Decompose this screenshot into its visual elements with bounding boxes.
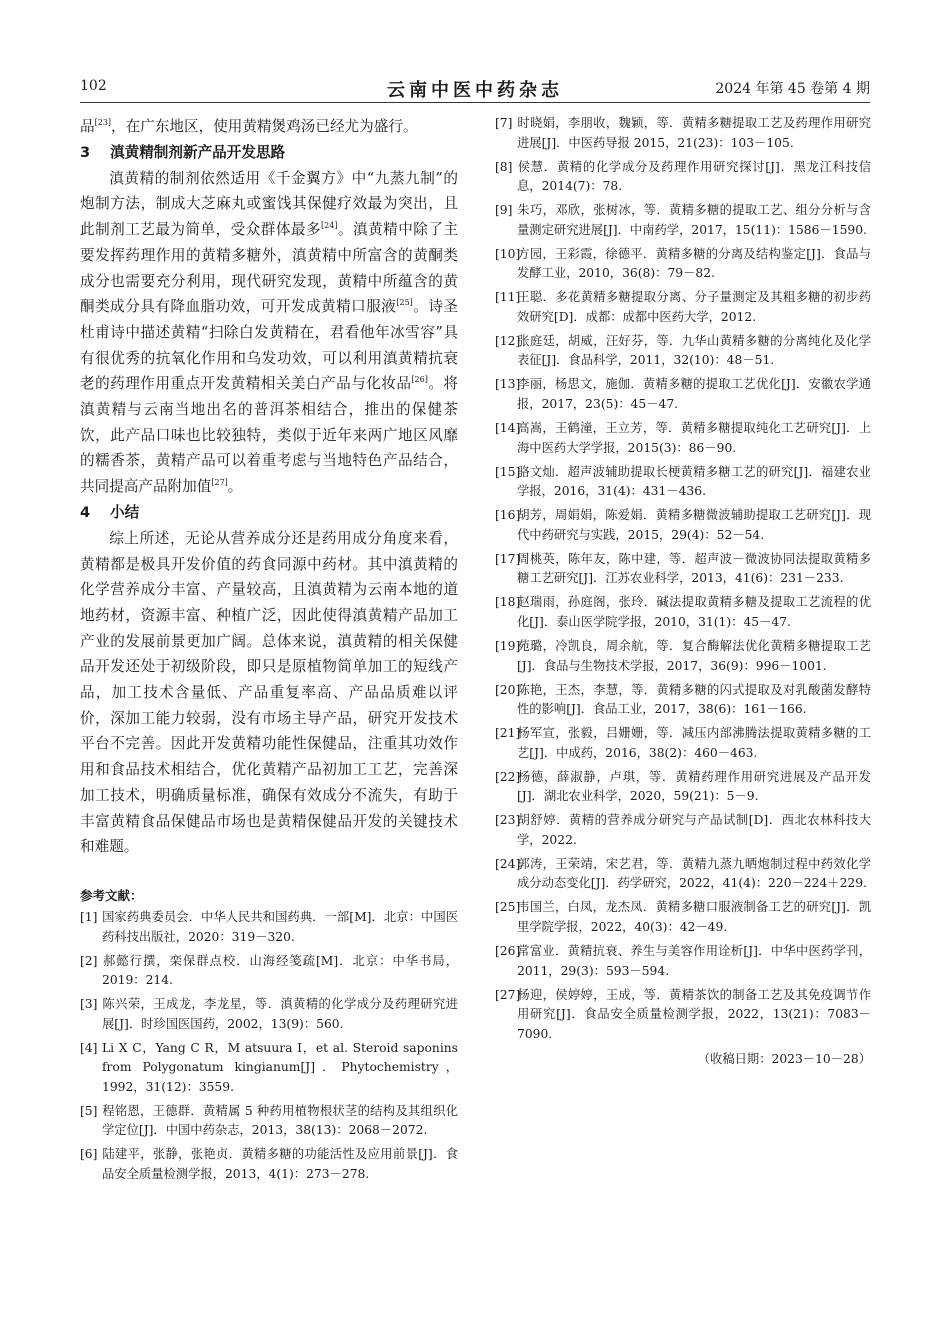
- reference-item: [495, 375, 871, 414]
- reference-number: [16]: [495, 508, 521, 523]
- section-4-paragraph: 综上所述，无论从营养成分还是药用成分角度来看，黄精都是极具开发价值的药食同源中药材。其中滇黄精的化学营养成分丰富、产量较高，且滇黄精为云南本地的道地药材，资源丰富、种植广泛，因此使得滇黄精产品加工产业的发展前景更加广阔。总体来说，滇黄精的相关保健品开发还处于初级阶段，即只是原植物简单加工的短线产品，加工技术含量低、产品重复率高、产品品质难以评价，深加工能力较弱，没有市场主导产品，研究开发技术平台不完善。因此开发黄精功能性保健品，注重其功效作用和食品技术相结合，优化黄精产品初加工工艺，完善深加工技术，明确质量标准，确保有效成分不流失，有助于丰富黄精食品保健品市场也是黄精保健品开发的关键技术和难题。: [80, 529, 458, 856]
- citation: [23]: [94, 118, 112, 128]
- page-number: 102: [80, 78, 107, 94]
- reference-item: [495, 898, 871, 937]
- reference-number: [11]: [495, 290, 521, 305]
- reference-item: [495, 201, 871, 240]
- reference-item: [495, 332, 871, 371]
- reference-item: [495, 158, 871, 197]
- citation: [25]: [396, 298, 413, 308]
- reference-number: [27]: [495, 987, 521, 1002]
- reference-item: [495, 942, 871, 981]
- reference-item: [495, 463, 871, 502]
- reference-text: 常富业．黄精抗衰、养生与美容作用诠析[J]．中华中医药学刊，2011，29(3)：593－594.: [517, 943, 871, 978]
- reference-number: [18]: [495, 595, 521, 610]
- reference-text: 陈艳，王杰，李慧，等．黄精多糖的闪式提取及对乳酸菌发酵特性的影响[J]．食品工业，2017，38(6)：161－166.: [517, 682, 871, 717]
- reference-number: [2]: [80, 953, 98, 968]
- reference-item: [495, 681, 871, 720]
- reference-number: [13]: [495, 377, 521, 392]
- reference-number: [4]: [80, 1040, 98, 1055]
- reference-text: 杨德，薛淑静，卢琪，等．黄精药理作用研究进展及产品开发[J]．湖北农业科学，2020，59(21)：5－9.: [517, 769, 871, 804]
- issue-info: 2024 年第 45 卷第 4 期: [715, 81, 870, 97]
- opening-paragraph: [80, 114, 458, 140]
- header-rule: [80, 102, 870, 103]
- reference-text: 朱巧，邓欣，张树冰，等．黄精多糖的提取工艺、组分分析与含量测定研究进展[J]．中南药学，2017，15(11)：1586－1590.: [517, 203, 871, 237]
- reference-text: 杨迎，侯婷婷，王成，等．黄精茶饮的制备工艺及其免疫调节作用研究[J]．食品安全质量检测学报，2022，13(21)：7083－7090.: [517, 987, 871, 1041]
- section-3-heading: [80, 140, 458, 166]
- reference-number: [1]: [80, 909, 98, 924]
- reference-item: [495, 114, 871, 153]
- reference-item: [495, 593, 871, 632]
- section-title: 滇黄精制剂新产品开发思路: [110, 143, 286, 161]
- citation: [26]: [411, 375, 428, 385]
- reference-number: [24]: [495, 856, 521, 871]
- references-list-left: [80, 908, 458, 1185]
- reference-text: 李丽，杨思文，施伽．黄精多糖的提取工艺优化[J]．安徽农学通报，2017，23(5)：45－47.: [517, 377, 871, 412]
- reference-item: [495, 811, 871, 850]
- reference-item: [495, 506, 871, 545]
- reference-text: 方园，王彩霞，徐德平．黄精多糖的分离及结构鉴定[J]．食品与发酵工业，2010，36(8)：79－82.: [517, 246, 871, 281]
- journal-title: 云南中医中药杂志: [387, 80, 563, 101]
- reference-item: [80, 1102, 458, 1141]
- left-column: [80, 114, 458, 1189]
- section-number: 3: [80, 143, 91, 161]
- reference-item: [495, 768, 871, 807]
- reference-text: 高嵩，王鹤潼，王立芳，等．黄精多糖提取纯化工艺研究[J]．上海中医药大学学报，2015(3)：86－90.: [517, 421, 871, 455]
- reference-item: [80, 952, 458, 991]
- reference-text: 郭涛，王荣靖，宋艺君，等．黄精九蒸九晒炮制过程中药效化学成分动态变化[J]．药学研究，2022，41(4)：220－224＋229.: [517, 856, 871, 891]
- reference-item: [495, 855, 871, 894]
- section-3-paragraph: [80, 166, 458, 500]
- reference-text: 苑璐，冷凯良，周余航，等．复合酶解法优化黄精多糖提取工艺[J]．食品与生物技术学报，2017，36(9)：996－1001.: [517, 638, 871, 673]
- section-number: 4: [80, 503, 91, 521]
- page-header: [80, 76, 870, 100]
- reference-item: [495, 724, 871, 763]
- references-title: 参考文献：: [80, 887, 143, 903]
- reference-item: [495, 550, 871, 589]
- reference-item: [495, 419, 871, 458]
- reference-text: 韦国兰，白凤，龙杰凤．黄精多糖口服液制备工艺的研究[J]．凯里学院学报，2022，40(3)：42－49.: [517, 900, 871, 934]
- reference-number: [20]: [495, 682, 521, 697]
- paragraph-text: 。诗圣杜甫诗中描述黄精“扫除白发黄精在，君看他年冰雪容”具有很优秀的抗氧化作用和乌发功效，可以利用滇黄精抗衰老的药理作用重点开发黄精相关美白产品与化妆品: [80, 298, 458, 393]
- reference-text: 周桃英，陈年友，陈中建，等．超声波－微波协同法提取黄精多糖工艺研究[J]．江苏农业科学，2013，41(6)：231－233.: [517, 551, 871, 586]
- reference-number: [3]: [80, 997, 98, 1012]
- opening-text: 品: [80, 118, 95, 135]
- reference-number: [14]: [495, 421, 521, 436]
- reference-number: [6]: [80, 1147, 98, 1162]
- reference-item: [495, 637, 871, 676]
- received-date: （收稿日期：2023－10－28）: [697, 1051, 871, 1066]
- reference-number: [19]: [495, 638, 521, 653]
- reference-text: 陈兴荣，王成龙，李龙星，等．滇黄精的化学成分及药理研究进展[J]．时珍国医国药，2002，13(9)：560.: [102, 997, 458, 1031]
- reference-item: [80, 1039, 458, 1098]
- reference-text: 赵瑞雨，孙庭阁，张玲．碱法提取黄精多糖及提取工艺流程的优化[J]．泰山医学院学报，2010，31(1)：45－47.: [517, 595, 871, 629]
- section-title: 小结: [110, 503, 140, 521]
- reference-text: 胡舒婷．黄精的营养成分研究与产品试制[D]．西北农林科技大学，2022.: [517, 813, 871, 847]
- reference-number: [9]: [495, 203, 513, 218]
- reference-number: [26]: [495, 943, 521, 958]
- reference-number: [15]: [495, 464, 521, 479]
- reference-number: [22]: [495, 769, 521, 784]
- reference-text: 国家药典委员会．中华人民共和国药典．一部[M]．北京：中国医药科技出版社，2020：319－320.: [102, 909, 458, 944]
- reference-text: 王聪．多花黄精多糖提取分离、分子量测定及其粗多糖的初步药效研究[D]．成都：成都中医药大学，2012.: [517, 290, 871, 324]
- reference-number: [17]: [495, 551, 521, 566]
- reference-number: [5]: [80, 1103, 98, 1118]
- reference-item: [495, 986, 871, 1045]
- reference-item: [80, 908, 458, 947]
- paragraph-text: 。: [227, 478, 243, 496]
- reference-text: 程铭恩，王德群．黄精属 5 种药用植物根状茎的结构及其组织化学定位[J]．中国中药杂志，2013，38(13)：2068－2072.: [102, 1103, 458, 1138]
- reference-number: [7]: [495, 116, 513, 130]
- reference-text: 时晓娟，李朋收，魏颖，等．黄精多糖提取工艺及药理作用研究进展[J]．中医药导报 2015，21(23)：103－105.: [517, 116, 871, 150]
- reference-text: 张庭廷，胡威，汪好芬，等．九华山黄精多糖的分离纯化及化学表征[J]．食品科学，2011，32(10)：48－51.: [517, 333, 871, 368]
- reference-item: [80, 995, 458, 1034]
- opening-text-2: ，在广东地区，使用黄精煲鸡汤已经尤为盛行。: [111, 118, 418, 135]
- references-list-right: [495, 114, 871, 1044]
- reference-text: 骆文灿．超声波辅助提取长梗黄精多糖工艺的研究[J]．福建农业学报，2016，31(4)：431－436.: [517, 464, 871, 499]
- reference-text: Li X C，Yang C R，M atsuura I，et al. Steroid saponins from Polygonatum kingianum[J]．Phytochemistry，1992，31(12)：3559.: [102, 1040, 458, 1094]
- reference-item: [495, 288, 871, 327]
- paragraph-text: 。将滇黄精与云南当地出名的普洱茶相结合，推出的保健茶饮，此产品口味也比较独特，类似于近年来两广地区风靡的糯香茶，黄精产品可以着重考虑与当地特色产品结合，共同提高产品附加值: [80, 375, 458, 496]
- reference-number: [10]: [495, 246, 521, 261]
- reference-text: 侯慧．黄精的化学成分及药理作用研究探讨[J]．黑龙江科技信息，2014(7)：78.: [517, 159, 871, 194]
- reference-item: [495, 245, 871, 284]
- citation: [27]: [211, 478, 228, 488]
- reference-number: [25]: [495, 900, 521, 915]
- reference-text: 胡芳，周娟娟，陈爱娟．黄精多糖微波辅助提取工艺研究[J]．现代中药研究与实践，2015，29(4)：52－54.: [517, 508, 871, 542]
- reference-text: 陆建平，张静，张艳贞．黄精多糖的功能活性及应用前景[J]．食品安全质量检测学报，2013，4(1)：273－278.: [102, 1147, 458, 1182]
- paragraph-text: 滇黄精的制剂依然适用《千金翼方》中“九蒸九制”的炮制方法，制成大芝麻丸或蜜饯其保健疗效最为突出，且此制剂工艺最为简单，受众群体最多: [80, 169, 458, 239]
- reference-text: 杨军宣，张毅，吕姗姗，等．减压内部沸腾法提取黄精多糖的工艺[J]．中成药，2016，38(2)：460－463.: [517, 726, 871, 760]
- reference-number: [21]: [495, 726, 521, 741]
- paragraph-text: 。滇黄精中除了主要发挥药理作用的黄精多糖外，滇黄精中所富含的黄酮类成分也需要充分利用，现代研究发现，黄精中所蕴含的黄酮类成分具有降血脂功效，可开发成黄精口服液: [80, 221, 458, 316]
- reference-number: [8]: [495, 159, 513, 174]
- citation: [24]: [321, 221, 338, 231]
- reference-item: [80, 1145, 458, 1184]
- right-column: [495, 114, 871, 1067]
- section-4-heading: [80, 500, 458, 526]
- reference-number: [12]: [495, 333, 521, 348]
- reference-text: 郝懿行撰，栾保群点校．山海经笺疏[M]．北京：中华书局，2019：214.: [102, 953, 458, 988]
- reference-number: [23]: [495, 813, 521, 828]
